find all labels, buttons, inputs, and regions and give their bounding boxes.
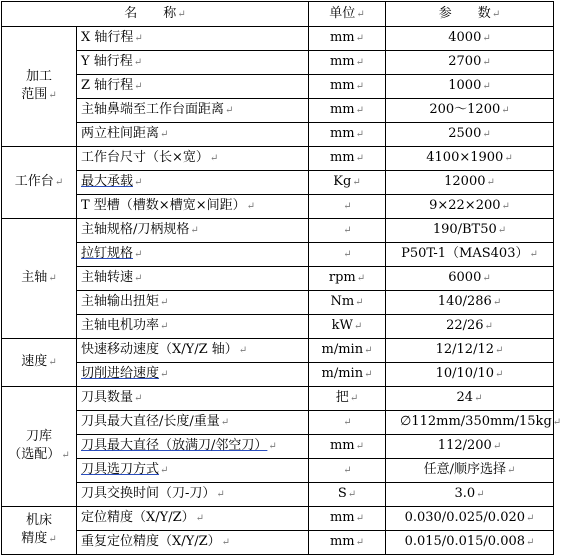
item-label: 切削进给速度 [81, 366, 160, 381]
paragraph-mark: ↵ [48, 273, 57, 284]
value-cell [386, 459, 554, 483]
value-cell [386, 411, 561, 435]
table-row [2, 387, 554, 411]
item-cell [77, 123, 309, 147]
item-label: 两立柱间距离 [81, 126, 160, 141]
unit-label: mm [329, 510, 355, 525]
item-cell [77, 507, 309, 531]
item-cell [77, 27, 309, 51]
paragraph-mark: ↵ [355, 57, 365, 68]
table-row [2, 27, 554, 51]
paragraph-mark: ↵ [48, 357, 57, 368]
unit-cell [309, 315, 386, 339]
paragraph-mark: ↵ [526, 513, 535, 524]
param-value: 3.0 [454, 486, 476, 501]
value-cell [386, 219, 554, 243]
paragraph-mark: ↵ [220, 417, 230, 428]
unit-cell [309, 339, 386, 363]
value-cell [386, 339, 554, 363]
param-value: 任意/顺序选择 [423, 462, 506, 477]
paragraph-mark: ↵ [355, 513, 365, 524]
param-value: 0.030/0.025/0.020 [404, 510, 526, 525]
paragraph-mark: ↵ [134, 273, 143, 284]
unit-cell [309, 171, 386, 195]
paragraph-mark: ↵ [507, 465, 516, 476]
value-cell [386, 483, 554, 507]
group-label [2, 339, 77, 387]
item-cell [77, 171, 309, 195]
table-row [2, 531, 554, 555]
value-cell [386, 51, 554, 75]
paragraph-mark: ↵ [246, 201, 255, 212]
paragraph-mark: ↵ [160, 465, 169, 476]
table-row [2, 51, 554, 75]
paragraph-mark: ↵ [190, 225, 199, 236]
paragraph-mark: ↵ [352, 177, 361, 188]
item-label: 定位精度（X/Y/Z） [81, 510, 195, 525]
paragraph-mark: ↵ [268, 441, 277, 452]
unit-cell [309, 363, 386, 387]
value-cell [386, 387, 554, 411]
param-value: 2700 [448, 54, 482, 69]
unit-cell [309, 459, 386, 483]
table-row [2, 339, 554, 363]
paragraph-mark: ↵ [48, 534, 57, 545]
paragraph-mark: ↵ [225, 105, 234, 116]
item-label: 刀具选刀方式 [81, 462, 160, 477]
paragraph-mark: ↵ [529, 249, 538, 260]
unit-label: m/min [321, 342, 364, 357]
unit-cell [309, 291, 386, 315]
unit-cell [309, 267, 386, 291]
table-row [2, 483, 554, 507]
paragraph-mark: ↵ [355, 537, 365, 548]
header-name: 名 称↵ [2, 2, 309, 27]
value-cell [386, 435, 554, 459]
paragraph-mark: ↵ [356, 273, 366, 284]
table-row [2, 267, 554, 291]
paragraph-mark: ↵ [495, 345, 504, 356]
param-value: 9×22×200 [429, 198, 501, 213]
paragraph-mark: ↵ [482, 33, 491, 44]
unit-label: m/min [321, 366, 364, 381]
unit-label: rpm [328, 270, 356, 285]
value-cell [386, 171, 554, 195]
table-row [2, 123, 554, 147]
paragraph-mark: ↵ [48, 90, 57, 101]
group-label-line: 主轴↵ [21, 270, 57, 285]
unit-cell [309, 195, 386, 219]
spec-table [1, 1, 561, 555]
value-cell [386, 267, 554, 291]
unit-label: Nm [330, 294, 355, 309]
paragraph-mark: ↵ [504, 153, 513, 164]
paragraph-mark: ↵ [195, 513, 205, 524]
paragraph-mark: ↵ [134, 249, 143, 260]
param-value: 2500 [448, 126, 482, 141]
paragraph-mark: ↵ [364, 345, 373, 356]
group-label-line: 加工 [25, 69, 52, 84]
item-cell [77, 435, 309, 459]
item-label: 最大承载 [81, 174, 134, 189]
item-cell [77, 75, 309, 99]
item-cell [77, 387, 309, 411]
group-label-line: 工作台↵ [14, 174, 64, 189]
item-cell [77, 147, 309, 171]
param-value: 140/286 [437, 294, 492, 309]
item-cell [77, 315, 309, 339]
group-label-line: 速度↵ [21, 354, 57, 369]
paragraph-mark: ↵ [134, 393, 143, 404]
item-label: 主轴输出扭矩 [81, 294, 160, 309]
paragraph-mark: ↵ [552, 417, 561, 428]
param-value: P50T-1（MAS403） [401, 246, 529, 261]
value-cell [386, 531, 554, 555]
table-row [2, 291, 554, 315]
unit-cell [309, 531, 386, 555]
item-label: 重复定位精度（X/Y/Z） [81, 534, 221, 549]
item-cell [77, 531, 309, 555]
item-cell [77, 411, 309, 435]
unit-label: mm [329, 438, 355, 453]
item-label: 刀具最大直径（放满刀/邻空刀） [81, 438, 268, 453]
paragraph-mark: ↵ [486, 177, 495, 188]
unit-label: mm [329, 534, 355, 549]
item-cell [77, 459, 309, 483]
unit-cell [309, 99, 386, 123]
paragraph-mark: ↵ [133, 57, 143, 68]
item-label: Y 轴行程 [81, 54, 133, 69]
unit-cell [309, 483, 386, 507]
unit-label: kW [331, 318, 353, 333]
item-label: 刀具交换时间（刀-刀） [81, 486, 216, 501]
unit-cell [309, 387, 386, 411]
value-cell [386, 99, 554, 123]
paragraph-mark: ↵ [474, 393, 483, 404]
item-cell [77, 99, 309, 123]
unit-cell [309, 147, 386, 171]
group-label-line: 精度↵ [21, 531, 57, 546]
param-value: 12/12/12 [435, 342, 494, 357]
paragraph-mark: ↵ [221, 537, 231, 548]
unit-label: mm [329, 30, 355, 45]
item-label: X 轴行程 [81, 30, 134, 45]
table-row [2, 147, 554, 171]
paragraph-mark: ↵ [134, 81, 143, 92]
item-label: Z 轴行程 [81, 78, 134, 93]
value-cell [386, 195, 554, 219]
item-cell [77, 219, 309, 243]
value-cell [386, 123, 554, 147]
unit-label: Kg [333, 174, 352, 189]
group-label-line: （选配）↵ [8, 447, 70, 462]
param-value: 190/BT50 [432, 222, 497, 237]
paragraph-mark: ↵ [492, 441, 502, 452]
group-label-line: 刀库 [25, 429, 52, 444]
table-row [2, 435, 554, 459]
paragraph-mark: ↵ [364, 369, 373, 380]
paragraph-mark: ↵ [482, 81, 491, 92]
paragraph-mark: ↵ [497, 225, 507, 236]
param-value: 6000 [448, 270, 482, 285]
paragraph-mark: ↵ [355, 129, 365, 140]
item-label: T 型槽（槽数×槽宽×间距） [81, 198, 246, 213]
item-cell [77, 363, 309, 387]
paragraph-mark: ↵ [343, 417, 352, 428]
table-row [2, 99, 554, 123]
group-label [2, 147, 77, 219]
paragraph-mark: ↵ [160, 369, 169, 380]
paragraph-mark: ↵ [501, 201, 510, 212]
paragraph-mark: ↵ [238, 345, 248, 356]
paragraph-mark: ↵ [355, 33, 365, 44]
paragraph-mark: ↵ [492, 297, 502, 308]
param-value: 0.015/0.015/0.008 [404, 534, 526, 549]
param-value: 200～1200 [429, 102, 501, 117]
paragraph-mark: ↵ [160, 129, 169, 140]
group-label [2, 387, 77, 507]
paragraph-mark: ↵ [501, 105, 510, 116]
param-value: 10/10/10 [435, 366, 494, 381]
paragraph-mark: ↵ [495, 369, 504, 380]
item-label: 工作台尺寸（长×宽） [81, 150, 209, 165]
value-cell [386, 243, 554, 267]
table-row [2, 507, 554, 531]
paragraph-mark: ↵ [484, 321, 493, 332]
value-cell [386, 315, 554, 339]
unit-label: mm [329, 54, 355, 69]
item-cell [77, 243, 309, 267]
paragraph-mark: ↵ [476, 489, 485, 500]
paragraph-mark: ↵ [355, 105, 365, 116]
value-cell [386, 75, 554, 99]
table-row [2, 411, 554, 435]
spec-body [2, 27, 561, 555]
paragraph-mark: ↵ [134, 177, 143, 188]
unit-cell [309, 507, 386, 531]
table-row [2, 171, 554, 195]
table-row [2, 219, 554, 243]
unit-cell [309, 219, 386, 243]
header-unit: 单位↵ [309, 2, 386, 27]
paragraph-mark: ↵ [353, 321, 363, 332]
unit-cell [309, 435, 386, 459]
paragraph-mark: ↵ [343, 201, 352, 212]
table-row [2, 75, 554, 99]
item-label: 拉钉规格 [81, 246, 134, 261]
value-cell [386, 291, 554, 315]
table-row [2, 195, 554, 219]
paragraph-mark: ↵ [355, 441, 365, 452]
paragraph-mark: ↵ [54, 177, 64, 188]
item-label: 主轴转速 [81, 270, 134, 285]
item-cell [77, 195, 309, 219]
item-cell [77, 267, 309, 291]
paragraph-mark: ↵ [216, 489, 225, 500]
paragraph-mark: ↵ [160, 321, 169, 332]
paragraph-mark: ↵ [343, 225, 352, 236]
item-label: 刀具数量 [81, 390, 134, 405]
param-value: 22/26 [446, 318, 484, 333]
item-label: 主轴鼻端至工作台面距离 [81, 102, 225, 117]
paragraph-mark: ↵ [526, 537, 535, 548]
group-label-line: 范围↵ [21, 87, 57, 102]
group-label [2, 27, 77, 147]
paragraph-mark: ↵ [355, 153, 365, 164]
group-label [2, 507, 77, 555]
item-label: 主轴规格/刀柄规格 [81, 222, 190, 237]
param-value: 12000 [444, 174, 486, 189]
paragraph-mark: ↵ [482, 273, 491, 284]
unit-cell [309, 411, 386, 435]
unit-cell [309, 243, 386, 267]
param-value: 112/200 [437, 438, 492, 453]
item-label: 快速移动速度（X/Y/Z 轴） [81, 342, 238, 357]
item-cell [77, 51, 309, 75]
unit-cell [309, 123, 386, 147]
paragraph-mark: ↵ [343, 465, 352, 476]
table-row [2, 363, 554, 387]
table-row [2, 459, 554, 483]
value-cell [386, 507, 554, 531]
paragraph-mark: ↵ [355, 297, 364, 308]
item-cell [77, 339, 309, 363]
param-value: 4100×1900 [426, 150, 504, 165]
unit-cell [309, 75, 386, 99]
item-cell [77, 291, 309, 315]
paragraph-mark: ↵ [347, 489, 357, 500]
group-label [2, 219, 77, 339]
paragraph-mark: ↵ [349, 393, 359, 404]
param-value: 24 [456, 390, 474, 405]
param-value: 4000 [448, 30, 482, 45]
unit-label: S [337, 486, 347, 501]
unit-label: 把 [335, 390, 349, 405]
paragraph-mark: ↵ [134, 33, 143, 44]
paragraph-mark: ↵ [61, 450, 70, 461]
value-cell [386, 147, 554, 171]
header-row [2, 2, 554, 27]
unit-cell [309, 27, 386, 51]
value-cell [386, 27, 554, 51]
table-row [2, 243, 554, 267]
table-row [2, 315, 554, 339]
group-label-line: 机床 [25, 513, 52, 528]
paragraph-mark: ↵ [209, 153, 219, 164]
unit-label: mm [329, 78, 355, 93]
paragraph-mark: ↵ [160, 297, 169, 308]
param-value: ∅112mm/350mm/15kg [400, 414, 552, 429]
unit-label: mm [329, 126, 355, 141]
paragraph-mark: ↵ [355, 81, 365, 92]
value-cell [386, 363, 554, 387]
unit-label: mm [329, 150, 355, 165]
item-label: 主轴电机功率 [81, 318, 160, 333]
unit-label: mm [329, 102, 355, 117]
paragraph-mark: ↵ [482, 129, 491, 140]
unit-cell [309, 51, 386, 75]
item-cell [77, 483, 309, 507]
param-value: 1000 [448, 78, 482, 93]
header-param: 参 数↵ [386, 2, 554, 27]
item-label: 刀具最大直径/长度/重量 [81, 414, 220, 429]
paragraph-mark: ↵ [343, 249, 352, 260]
paragraph-mark: ↵ [482, 57, 491, 68]
